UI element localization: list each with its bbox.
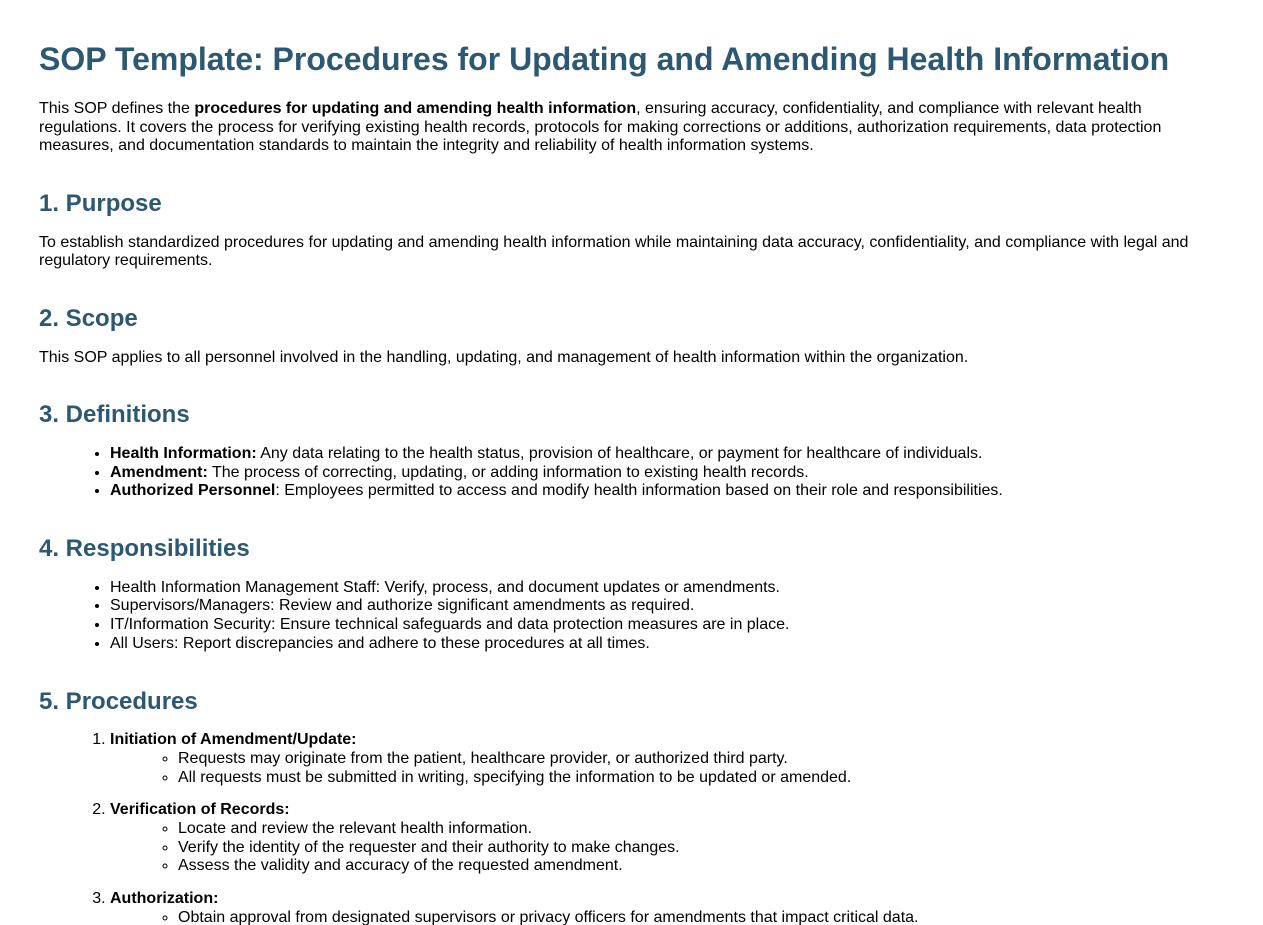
purpose-paragraph: To establish standardized procedures for updating and amending health information while maintaining data accuracy, confidentiality, and compliance with legal and regulatory requirements. bbox=[39, 233, 1189, 270]
section-heading-definitions: 3. Definitions bbox=[39, 401, 190, 429]
procedure-substeps-list bbox=[110, 820, 1220, 876]
section-heading-purpose: 1. Purpose bbox=[39, 189, 162, 217]
responsibility-item: • All Users: Report discrepancies and adhere to these procedures at all times. bbox=[110, 635, 1220, 654]
definitions-list bbox=[39, 445, 1220, 501]
section-heading-scope: 2. Scope bbox=[39, 304, 138, 332]
procedure-substeps-list bbox=[110, 909, 1220, 925]
procedure-substep: ◦ Obtain approval from designated supervisors or privacy officers for amendments that impact critical data. bbox=[178, 909, 1220, 925]
procedure-step-label: Verification of Records: bbox=[110, 801, 290, 819]
definition-text: Any data relating to the health status, provision of healthcare, or payment for healthcare of individuals. bbox=[256, 444, 983, 462]
procedure-substep: ◦ Requests may originate from the patient, healthcare provider, or authorized third party. bbox=[178, 750, 1220, 769]
definition-item-health-information bbox=[110, 445, 1220, 464]
intro-bold-phrase: procedures for updating and amending health information bbox=[194, 99, 637, 117]
procedure-step-verification bbox=[110, 801, 1220, 876]
procedure-step-authorization bbox=[110, 890, 1220, 925]
procedure-substeps-list bbox=[110, 750, 1220, 787]
definition-item-amendment bbox=[110, 464, 1220, 483]
scope-paragraph: This SOP applies to all personnel involved in the handling, updating, and management of health information within the organization. bbox=[39, 348, 969, 366]
responsibility-item: • Supervisors/Managers: Review and authorize significant amendments as required. bbox=[110, 597, 1220, 616]
procedure-step-label: Initiation of Amendment/Update: bbox=[110, 731, 357, 749]
responsibility-item: • IT/Information Security: Ensure technical safeguards and data protection measures are in place. bbox=[110, 616, 1220, 635]
procedure-step-initiation bbox=[110, 731, 1220, 787]
procedures-list bbox=[39, 731, 1220, 925]
procedure-substep: ◦ Verify the identity of the requester and their authority to make changes. bbox=[178, 839, 1220, 858]
responsibilities-list bbox=[39, 579, 1220, 654]
definition-text: The process of correcting, updating, or adding information to existing health records. bbox=[207, 463, 809, 481]
section-heading-procedures: 5. Procedures bbox=[39, 687, 198, 715]
procedure-substep: ◦ All requests must be submitted in writing, specifying the information to be updated or amended. bbox=[178, 769, 1220, 788]
section-heading-responsibilities: 4. Responsibilities bbox=[39, 535, 250, 563]
definition-term: Health Information: bbox=[110, 444, 257, 462]
page-title: SOP Template: Procedures for Updating and Amending Health Information bbox=[39, 41, 1170, 77]
definition-term: Amendment: bbox=[110, 463, 208, 481]
procedure-step-label: Authorization: bbox=[110, 890, 219, 908]
procedure-substep: ◦ Locate and review the relevant health information. bbox=[178, 820, 1220, 839]
definition-term: Authorized Personnel bbox=[110, 482, 276, 500]
responsibility-item: • Health Information Management Staff: Verify, process, and document updates or amendments. bbox=[110, 579, 1220, 598]
intro-text-suffix: , ensuring accuracy, confidentiality, and compliance with relevant health regulations. It covers the process for verifying existing health records, protocols for making corrections or additions, authorization requirements, data protection measures, and documentation standards to maintain the integrity and reliability of health information systems. bbox=[39, 99, 1162, 155]
intro-paragraph bbox=[39, 100, 1220, 156]
procedure-substep: ◦ Assess the validity and accuracy of the requested amendment. bbox=[178, 857, 1220, 876]
definition-item-authorized-personnel bbox=[110, 482, 1220, 501]
definition-text: : Employees permitted to access and modify health information based on their role and responsibilities. bbox=[275, 482, 1003, 500]
intro-text-prefix: This SOP defines the bbox=[39, 99, 195, 117]
